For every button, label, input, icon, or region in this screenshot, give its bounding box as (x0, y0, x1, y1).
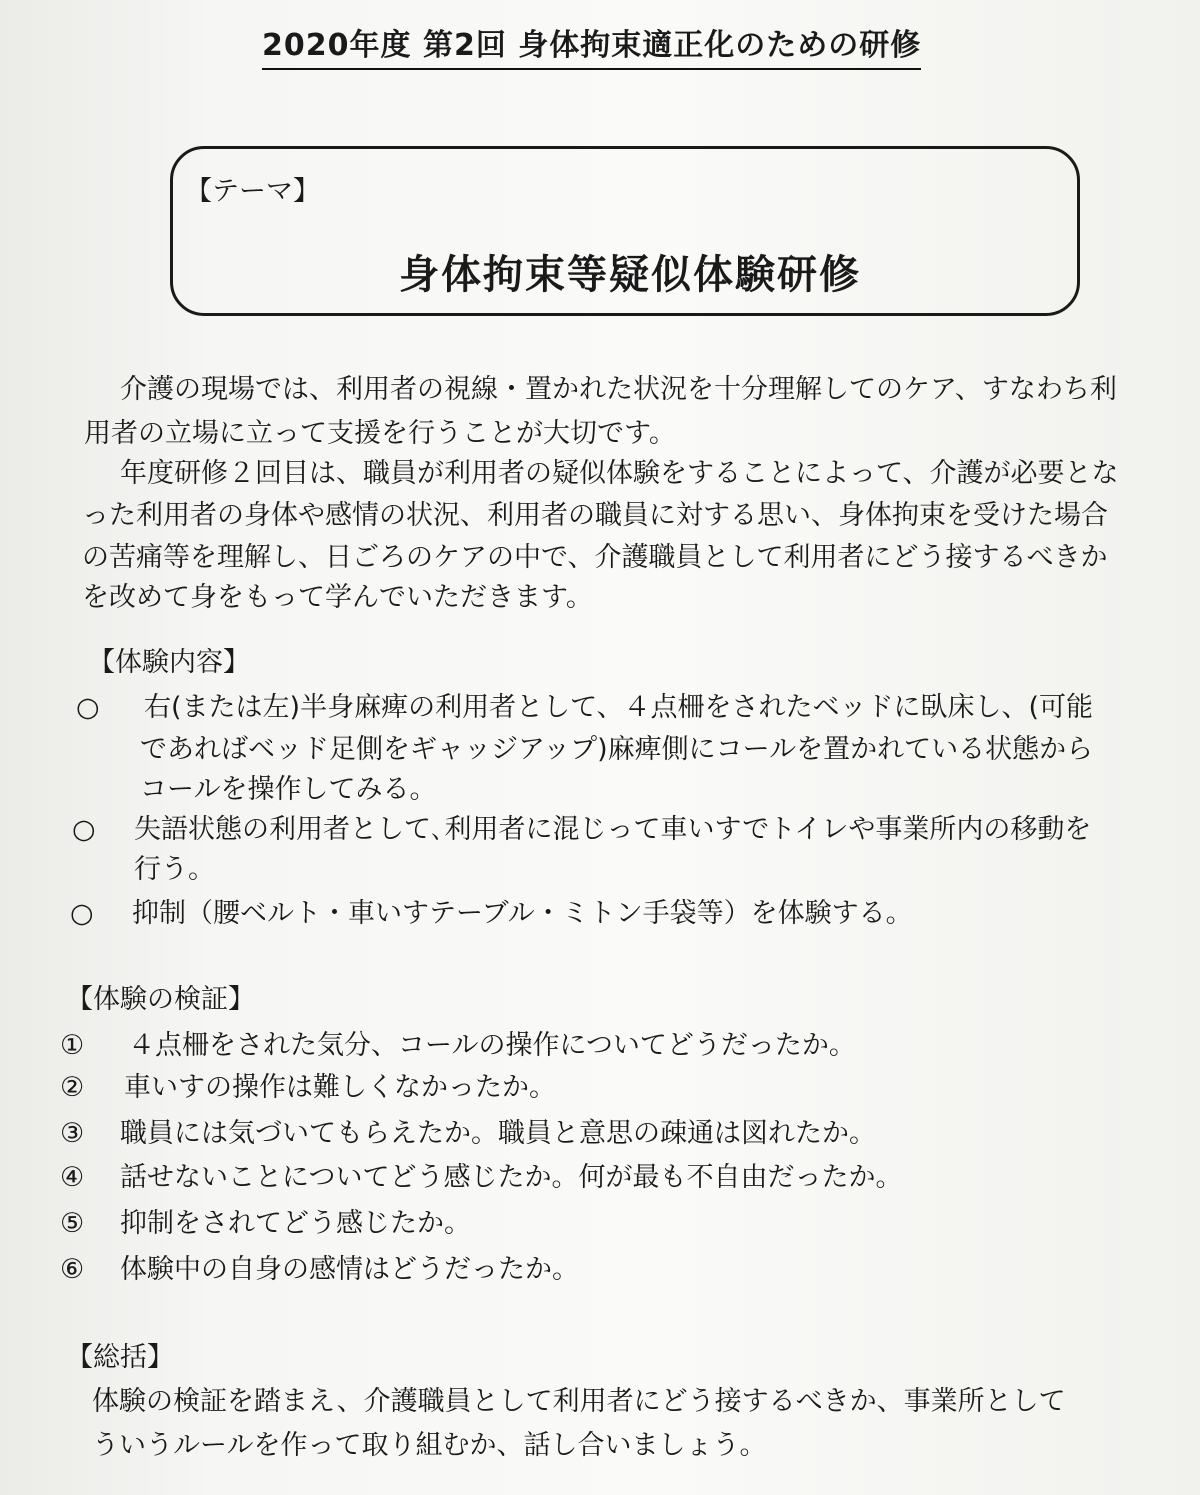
list-item-text: 抑制をされてどう感じたか。 (120, 1208, 471, 1239)
intro-line: 用者の立場に立って支援を行うことが大切です。 (84, 418, 676, 449)
summary-line: 体験の検証を踏まえ、介護職員として利用者にどう接するべきか、事業所として (92, 1386, 1066, 1417)
list-marker: ○ (70, 898, 94, 929)
list-item-text: 体験中の自身の感情はどうだったか。 (120, 1254, 579, 1285)
document-title: 2020年度 第2回 身体拘束適正化のための研修 (262, 26, 921, 70)
intro-line: の苦痛等を理解し、日ごろのケアの中で、介護職員として利用者にどう接するべきか (82, 542, 1108, 573)
list-marker: ③ (60, 1118, 85, 1149)
list-item-line: であればベッド足側をギャッジアップ)麻痺側にコールを置かれている状態から (140, 734, 1094, 765)
intro-line: 年度研修２回目は、職員が利用者の疑似体験をすることによって、介護が必要とな (120, 458, 1119, 489)
summary-line: ういうルールを作って取り組むか、話し合いましょう。 (92, 1430, 767, 1461)
list-marker: ○ (76, 692, 100, 723)
list-marker: ① (60, 1030, 85, 1061)
intro-line: った利用者の身体や感情の状況、利用者の職員に対する思い、身体拘束を受けた場合 (82, 500, 1108, 531)
list-item-text: 職員には気づいてもらえたか。職員と意思の疎通は図れたか。 (120, 1118, 876, 1149)
list-item-line: 行う。 (134, 854, 215, 885)
list-item-line: コールを操作してみる。 (140, 774, 437, 805)
list-item-line: 失語状態の利用者として､利用者に混じって車いすでトイレや事業所内の移動を (134, 814, 1092, 845)
list-item-text: ４点柵をされた気分、コールの操作についてどうだったか。 (128, 1030, 856, 1061)
theme-title: 身体拘束等疑似体験研修 (399, 252, 861, 298)
list-marker: ⑤ (60, 1208, 85, 1239)
theme-label: 【テーマ】 (185, 176, 320, 207)
summary-heading: 【総括】 (66, 1342, 174, 1373)
intro-line: 介護の現場では、利用者の視線・置かれた状況を十分理解してのケア、すなわち利 (120, 374, 1117, 405)
list-marker: ② (60, 1072, 85, 1103)
list-marker: ⑥ (60, 1254, 85, 1285)
list-item-line: 右(または左)半身麻痺の利用者として、４点柵をされたベッドに臥床し、(可能 (144, 692, 1094, 723)
theme-box (170, 146, 1080, 316)
intro-line: を改めて身をもって学んでいただきます。 (82, 582, 593, 613)
experience-heading: 【体験内容】 (88, 647, 250, 678)
list-marker: ○ (72, 814, 96, 845)
verification-heading: 【体験の検証】 (66, 984, 255, 1015)
list-marker: ④ (60, 1162, 85, 1193)
list-item-text: 車いすの操作は難しくなかったか。 (124, 1072, 556, 1103)
list-item-line: 抑制（腰ベルト・車いすテーブル・ミトン手袋等）を体験する。 (132, 898, 913, 929)
list-item-text: 話せないことについてどう感じたか。何が最も不自由だったか。 (120, 1162, 903, 1193)
